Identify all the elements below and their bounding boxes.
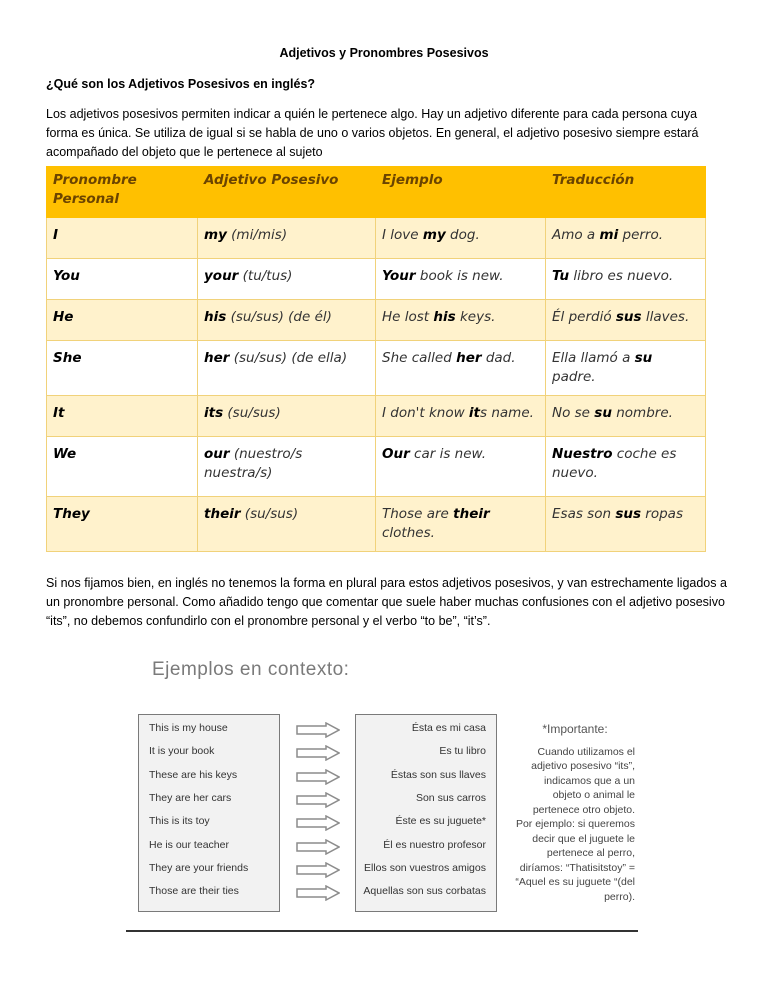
right-arrow-icon <box>296 745 340 761</box>
spanish-example: Aquellas son sus corbatas <box>363 885 486 898</box>
intro-paragraph: Los adjetivos posesivos permiten indicar a quién le pertenece algo. Hay un adjetivo diferente para cada persona cuya forma es única. Se utiliza de igual si se habla de uno o varios objetos. En general, el adjetivo posesivo siempre estará acompañado del objeto que le pertenece al sujeto <box>46 107 699 159</box>
spanish-example: Son sus carros <box>415 791 486 804</box>
english-example: This is its toy <box>149 815 210 828</box>
cell-ejemplo: She called her dad. <box>376 341 546 396</box>
right-arrow-icon <box>296 815 340 831</box>
table-row <box>47 218 706 259</box>
table-header-row <box>47 167 706 218</box>
cell-pronombre: You <box>47 259 198 300</box>
right-arrow-icon <box>296 769 340 785</box>
cell-traduccion: Nuestro coche es nuevo. <box>546 437 706 497</box>
right-arrow-icon <box>296 885 340 901</box>
section-heading: ¿Qué son los Adjetivos Posesivos en inglés? <box>46 77 316 91</box>
table-row <box>47 497 706 552</box>
spanish-example: Él es nuestro profesor <box>383 838 486 851</box>
important-note <box>515 722 635 904</box>
english-example: They are her cars <box>149 791 232 804</box>
important-title: *Importante: <box>542 722 608 736</box>
cell-adjetivo: his (su/sus) (de él) <box>198 300 376 341</box>
cell-ejemplo: He lost his keys. <box>376 300 546 341</box>
table-row <box>47 259 706 300</box>
spanish-example: Éstas son sus llaves <box>390 768 486 781</box>
cell-adjetivo: my (mi/mis) <box>198 218 376 259</box>
table-row <box>47 437 706 497</box>
table-row <box>47 341 706 396</box>
cell-adjetivo: their (su/sus) <box>198 497 376 552</box>
right-arrow-icon <box>296 722 340 738</box>
cell-pronombre: She <box>47 341 198 396</box>
english-example: He is our teacher <box>149 838 229 851</box>
spanish-example: Éste es su juguete* <box>395 815 486 828</box>
cell-traduccion: Ella llamó a su padre. <box>546 341 706 396</box>
cell-traduccion: Él perdió sus llaves. <box>546 300 706 341</box>
possessive-table <box>46 166 706 552</box>
cell-adjetivo: her (su/sus) (de ella) <box>198 341 376 396</box>
cell-traduccion: Amo a mi perro. <box>546 218 706 259</box>
right-arrow-icon <box>296 862 340 878</box>
cell-pronombre: We <box>47 437 198 497</box>
cell-pronombre: It <box>47 396 198 437</box>
english-examples-box <box>138 714 280 912</box>
english-example: These are his keys <box>149 768 238 781</box>
english-example: They are your friends <box>149 861 249 874</box>
cell-ejemplo: Our car is new. <box>376 437 546 497</box>
right-arrow-icon <box>296 792 340 808</box>
header-ejemplo: Ejemplo <box>376 167 546 218</box>
cell-adjetivo: your (tu/tus) <box>198 259 376 300</box>
cell-ejemplo: I love my dog. <box>376 218 546 259</box>
header-traduccion: Traducción <box>546 167 706 218</box>
table-row <box>47 300 706 341</box>
outro-paragraph: Si nos fijamos bien, en inglés no tenemos la forma en plural para estos adjetivos posesivos, y van estrechamente ligados a un pronombre personal. Como añadido tengo que comentar que suele haber muchas confusiones con el adjetivo posesivo “its”, no debemos confundirlo con el pronombre personal y el verbo “to be”, “it’s”. <box>46 576 727 628</box>
important-text: Cuando utilizamos el adjetivo posesivo “its”, indicamos que a un objeto o animal le pertenece otro objeto. Por ejemplo: si queremos decir que el juguete le pertenece al perro, diríamos: “Thatisitstoy” = “Aquel es su juguete “(del perro). <box>515 745 635 903</box>
spanish-example: Ésta es mi casa <box>411 722 486 734</box>
cell-traduccion: Esas son sus ropas <box>546 497 706 552</box>
page-title: Adjetivos y Pronombres Posesivos <box>279 46 489 60</box>
spanish-example: Ellos son vuestros amigos <box>364 861 486 874</box>
english-example: This is my house <box>149 722 228 734</box>
cell-pronombre: He <box>47 300 198 341</box>
header-adjetivo: Adjetivo Posesivo <box>198 167 376 218</box>
cell-pronombre: They <box>47 497 198 552</box>
cell-ejemplo: I don't know its name. <box>376 396 546 437</box>
cell-traduccion: Tu libro es nuevo. <box>546 259 706 300</box>
spanish-examples-box <box>355 714 497 912</box>
english-example: It is your book <box>149 745 215 758</box>
english-example: Those are their ties <box>149 885 239 898</box>
divider-line <box>126 930 638 932</box>
cell-pronombre: I <box>47 218 198 259</box>
table-row <box>47 396 706 437</box>
cell-ejemplo: Your book is new. <box>376 259 546 300</box>
cell-traduccion: No se su nombre. <box>546 396 706 437</box>
spanish-example: Es tu libro <box>439 745 486 758</box>
right-arrow-icon <box>296 839 340 855</box>
header-pronombre: Pronombre Personal <box>47 167 198 218</box>
cell-ejemplo: Those are their clothes. <box>376 497 546 552</box>
cell-adjetivo: its (su/sus) <box>198 396 376 437</box>
examples-title: Ejemplos en contexto: <box>152 659 350 680</box>
cell-adjetivo: our (nuestro/s nuestra/s) <box>198 437 376 497</box>
